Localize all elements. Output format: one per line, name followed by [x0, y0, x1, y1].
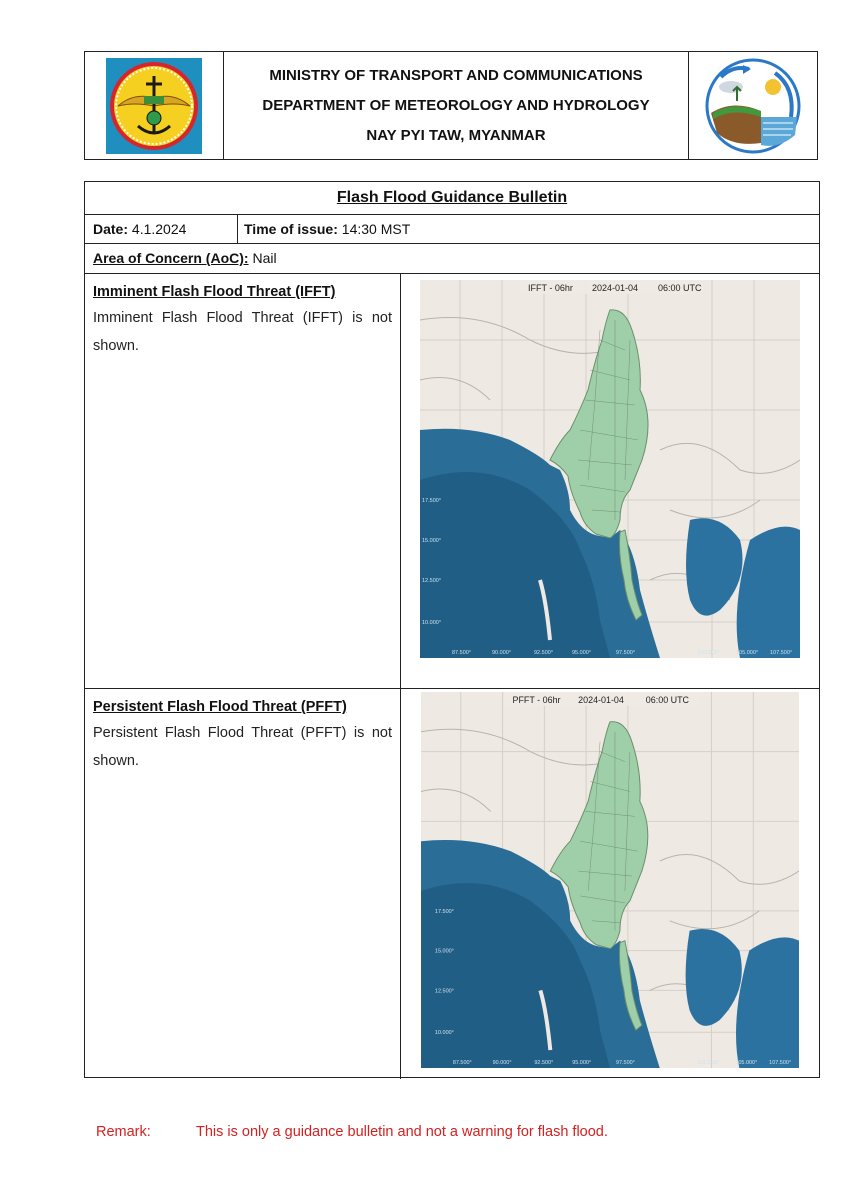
aoc-label: Area of Concern (AoC):: [93, 250, 249, 266]
aoc-value: Nail: [252, 250, 277, 266]
pfft-lat-label: 15.000°: [434, 948, 454, 955]
ifft-lon-label: 102.500°: [698, 650, 721, 656]
ifft-lon-label: 95.000°: [572, 650, 592, 656]
time-value: 14:30 MST: [341, 221, 411, 237]
pfft-map-cell: [401, 689, 819, 1079]
pfft-lon-label: 97.500°: [615, 1060, 635, 1067]
ifft-lat-label: 12.500°: [422, 578, 442, 584]
pfft-lat-label: 10.000°: [434, 1030, 454, 1037]
area-of-concern-row: [85, 244, 819, 274]
ifft-text-cell: [85, 274, 401, 688]
ifft-lon-label: 92.500°: [534, 650, 554, 656]
ifft-lat-label: 10.000°: [422, 620, 442, 626]
pfft-lat-label: 17.500°: [434, 908, 454, 915]
bulletin-title: Flash Flood Guidance Bulletin: [85, 182, 819, 215]
ifft-lat-label: 17.500°: [422, 498, 442, 504]
pfft-lon-label: 90.000°: [492, 1060, 512, 1067]
time-cell: [238, 215, 410, 243]
ministry-emblem-icon: [104, 56, 204, 156]
ministry-name: MINISTRY OF TRANSPORT AND COMMUNICATIONS: [269, 66, 643, 84]
bulletin-table: [84, 181, 820, 1078]
pfft-lon-label: 105.000°: [735, 1060, 758, 1067]
ifft-heading: Imminent Flash Flood Threat (IFFT): [93, 284, 336, 300]
date-label: Date:: [93, 221, 129, 237]
ifft-lon-label: 97.500°: [616, 650, 636, 656]
ifft-lat-label: 15.000°: [422, 538, 442, 544]
date-cell: [85, 215, 238, 243]
department-name: DEPARTMENT OF METEOROLOGY AND HYDROLOGY: [262, 96, 650, 114]
ifft-map-date: 2024-01-04: [592, 283, 639, 293]
ifft-map-image: [420, 280, 800, 658]
pfft-lon-label: 102.500°: [697, 1060, 720, 1067]
location-name: NAY PYI TAW, MYANMAR: [366, 126, 546, 144]
ifft-lon-label: 107.500°: [770, 650, 793, 656]
pfft-lon-label: 95.000°: [572, 1060, 592, 1067]
pfft-lat-label: 12.500°: [434, 988, 454, 995]
ifft-description: Imminent Flash Flood Threat (IFFT) is not shown.: [93, 310, 392, 354]
pfft-section: [85, 689, 819, 1079]
ifft-lon-label: 105.000°: [736, 650, 759, 656]
remark-text: This is only a guidance bulletin and not a warning for flash flood.: [196, 1124, 608, 1140]
hydrology-emblem-icon: [703, 57, 803, 155]
pfft-text-cell: [85, 689, 401, 1079]
letterhead-title: [224, 52, 688, 159]
pfft-description: Persistent Flash Flood Threat (PFFT) is not shown.: [93, 725, 392, 769]
remark-line: [96, 1124, 608, 1140]
issue-info-row: [85, 215, 819, 244]
ifft-section: [85, 274, 819, 689]
pfft-lon-label: 107.500°: [769, 1060, 792, 1067]
ifft-map-title: IFFT - 06hr: [528, 283, 573, 293]
pfft-map-date: 2024-01-04: [578, 694, 624, 705]
ifft-lon-label: 90.000°: [492, 650, 512, 656]
ifft-map-cell: [401, 274, 819, 688]
ministry-logo-cell: [85, 52, 224, 159]
time-label: Time of issue:: [244, 221, 338, 237]
dmh-logo-cell: [688, 52, 817, 159]
pfft-lon-label: 92.500°: [534, 1060, 554, 1067]
date-value: 4.1.2024: [131, 221, 187, 237]
remark-label: Remark:: [96, 1124, 151, 1140]
pfft-heading: Persistent Flash Flood Threat (PFFT): [93, 699, 347, 715]
ifft-lon-label: 87.500°: [452, 650, 472, 656]
ifft-map-time: 06:00 UTC: [658, 283, 702, 293]
pfft-lon-label: 87.500°: [452, 1060, 472, 1067]
pfft-map-title: PFFT - 06hr: [512, 694, 561, 705]
pfft-map-image: [421, 691, 799, 1069]
letterhead: [84, 51, 818, 160]
pfft-map-time: 06:00 UTC: [645, 694, 690, 705]
